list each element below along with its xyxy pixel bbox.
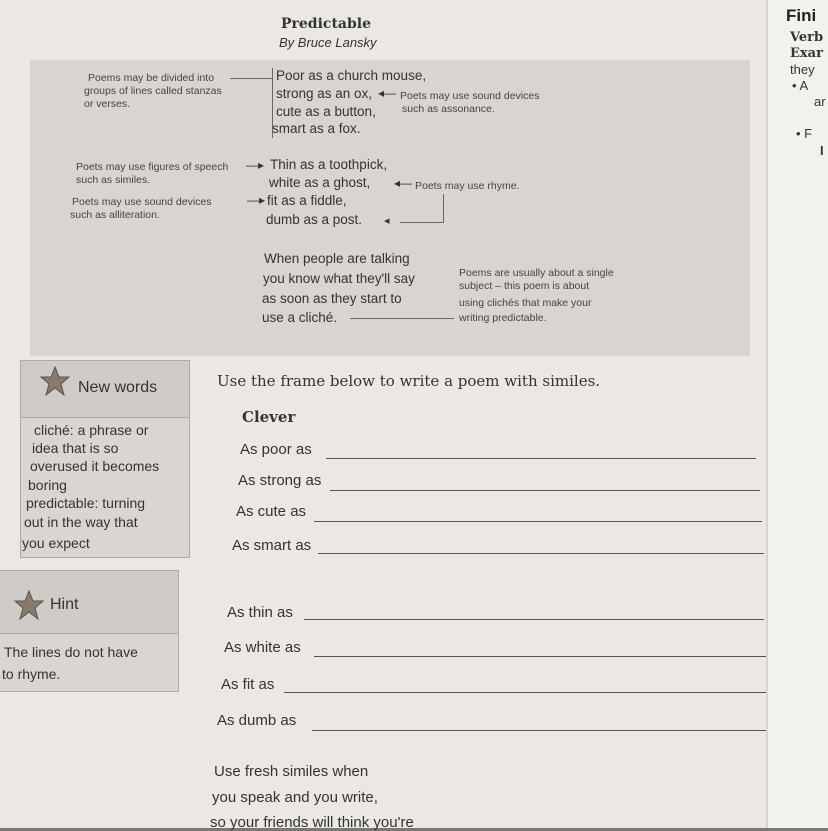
poem-line: smart as a fox. bbox=[272, 121, 361, 136]
definition-line: out in the way that bbox=[24, 514, 138, 530]
instructions: Use the frame below to write a poem with similes. bbox=[217, 372, 601, 390]
frame-prompt: As dumb as bbox=[217, 712, 297, 729]
answer-blank[interactable] bbox=[318, 553, 764, 554]
note-similes: such as similes. bbox=[76, 174, 151, 186]
note-similes: Poets may use figures of speech bbox=[76, 161, 229, 173]
answer-blank[interactable] bbox=[312, 730, 770, 731]
hint-line: The lines do not have bbox=[4, 644, 138, 660]
arrow-icon: —▸ bbox=[247, 193, 266, 207]
poem-line: you know what they'll say bbox=[263, 271, 415, 286]
hint-line: to rhyme. bbox=[2, 666, 61, 682]
poem-line: fit as a fiddle, bbox=[267, 193, 347, 208]
poem-line: strong as an ox, bbox=[276, 86, 373, 101]
adjacent-page-text: Exar bbox=[790, 46, 823, 61]
stanza-bracket bbox=[272, 68, 273, 138]
closing-line: so your friends will think you're bbox=[210, 814, 414, 831]
poem-author: By Bruce Lansky bbox=[279, 35, 377, 50]
poem-line: white as a ghost, bbox=[269, 175, 371, 190]
poem-line: as soon as they start to bbox=[262, 291, 402, 306]
frame-prompt: As white as bbox=[224, 639, 301, 656]
note-assonance: Poets may use sound devices bbox=[400, 90, 540, 102]
note-subject: Poems are usually about a single bbox=[459, 267, 614, 279]
definition-line: idea that is so bbox=[32, 440, 119, 456]
adjacent-page-title: Fini bbox=[786, 6, 817, 25]
adjacent-page-text: Verb bbox=[790, 30, 824, 45]
poem-line: use a cliché. bbox=[262, 310, 338, 325]
adjacent-page-edge bbox=[766, 0, 828, 828]
poem-line: cute as a button, bbox=[276, 104, 376, 119]
adjacent-page-text: ar bbox=[814, 94, 826, 109]
arrow-icon: ◂ bbox=[384, 215, 390, 227]
note-subject: using clichés that make your bbox=[459, 297, 592, 309]
definition-line: you expect bbox=[22, 535, 90, 551]
hint-title: Hint bbox=[50, 596, 79, 613]
poem-line: dumb as a post. bbox=[266, 212, 363, 227]
poem-line: When people are talking bbox=[264, 251, 410, 266]
answer-blank[interactable] bbox=[304, 619, 764, 620]
arrow-icon: —▸ bbox=[246, 158, 265, 172]
closing-line: Use fresh similes when bbox=[214, 763, 369, 780]
definition-line: predictable: turning bbox=[26, 495, 146, 511]
frame-prompt: As thin as bbox=[227, 604, 293, 621]
frame-prompt: As cute as bbox=[236, 503, 307, 520]
rhyme-connector bbox=[400, 194, 444, 223]
frame-prompt: As poor as bbox=[240, 441, 312, 458]
adjacent-page-text: I bbox=[820, 143, 824, 158]
adjacent-page-text: they bbox=[790, 62, 815, 77]
definition-line: boring bbox=[28, 477, 67, 493]
note-stanzas: Poems may be divided into bbox=[88, 72, 215, 84]
note-rhyme: Poets may use rhyme. bbox=[415, 180, 520, 192]
new-words-title: New words bbox=[78, 379, 158, 396]
answer-blank[interactable] bbox=[284, 692, 768, 693]
star-icon bbox=[14, 590, 44, 620]
star-icon bbox=[40, 366, 70, 396]
poem-title: Predictable bbox=[281, 16, 371, 32]
note-alliteration: Poets may use sound devices bbox=[72, 196, 212, 208]
note-subject: writing predictable. bbox=[459, 312, 547, 324]
answer-blank[interactable] bbox=[330, 490, 760, 491]
answer-blank[interactable] bbox=[314, 521, 762, 522]
frame-title: Clever bbox=[242, 408, 296, 426]
annotated-poem-panel bbox=[30, 60, 750, 356]
frame-prompt: As smart as bbox=[232, 537, 312, 554]
frame-prompt: As strong as bbox=[238, 472, 322, 489]
arrow-icon: ◂— bbox=[378, 86, 397, 100]
note-alliteration: such as alliteration. bbox=[70, 209, 160, 221]
note-assonance: such as assonance. bbox=[402, 103, 495, 115]
poem-line: Thin as a toothpick, bbox=[270, 157, 388, 172]
note-stanzas: groups of lines called stanzas bbox=[84, 85, 222, 97]
closing-line: you speak and you write, bbox=[212, 789, 378, 806]
arrow-icon: ◂— bbox=[394, 176, 413, 190]
definition-line: cliché: a phrase or bbox=[34, 422, 149, 438]
adjacent-page-text: • F bbox=[796, 126, 813, 141]
connector-line bbox=[350, 318, 454, 319]
connector-line bbox=[230, 78, 272, 79]
note-subject: subject – this poem is about bbox=[459, 280, 590, 292]
answer-blank[interactable] bbox=[314, 656, 766, 657]
note-stanzas: or verses. bbox=[84, 98, 131, 110]
poem-line: Poor as a church mouse, bbox=[276, 68, 427, 83]
frame-prompt: As fit as bbox=[221, 676, 275, 693]
answer-blank[interactable] bbox=[326, 458, 756, 459]
adjacent-page-text: • A bbox=[792, 78, 809, 93]
definition-line: overused it becomes bbox=[30, 458, 160, 474]
